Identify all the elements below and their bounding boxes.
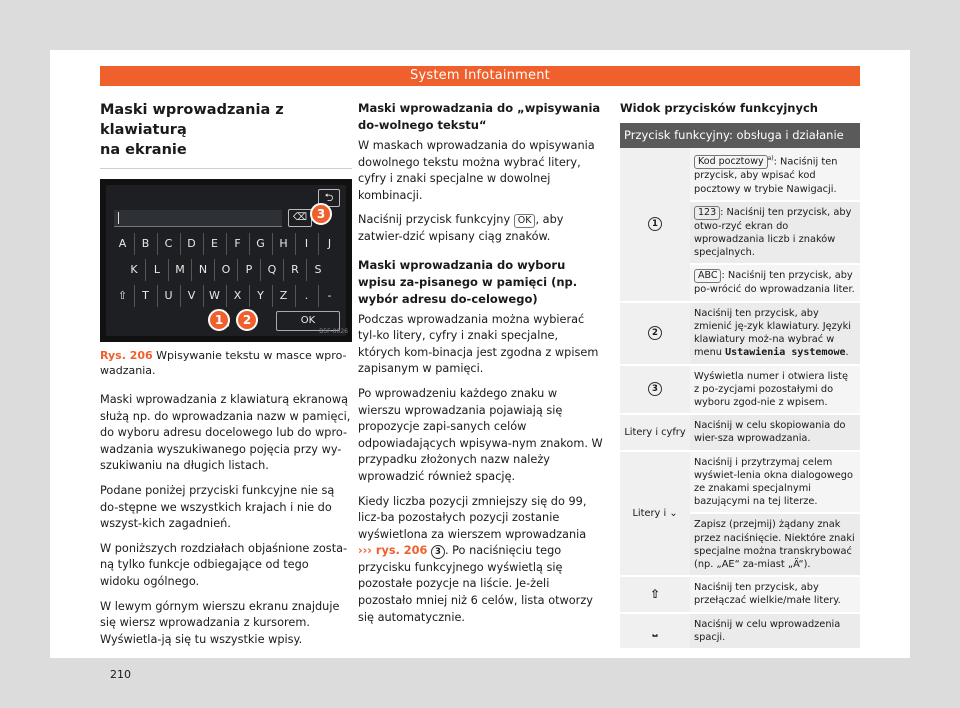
key-row2-4: O xyxy=(215,259,238,281)
key-row2-7: R xyxy=(284,259,307,281)
table-header: Przycisk funkcyjny: obsługa i działanie xyxy=(620,123,860,148)
key-row1-8: I xyxy=(296,233,319,255)
figure-caption xyxy=(100,348,352,378)
key-row1-7: H xyxy=(273,233,296,255)
menu-name: Ustawienia systemowe xyxy=(725,347,846,359)
paragraph: Kiedy liczba pozycji zmniejszy się do 99, licz-ba pozostałych pozycji zostanie wyświetlona za wierszem wprowadzania ››› rys. 206 3 . Po naciśnięciu tego przycisku funkcyjnego wyświetlą się pozostałe pozycje na liście. Je-żeli pozostało mniej niż 6 celów, lista otworzy się automatycznie. xyxy=(358,494,593,624)
table-row: Litery i ⌄ Naciśnij i przytrzymaj celem wyświet-lenia okna dialogowego ze znakami specjalnymi bazującymi na tej literze. xyxy=(620,451,860,514)
key-row3-0: ⇧ xyxy=(112,285,135,307)
key-row3-2: U xyxy=(158,285,181,307)
keyboard-row-2 xyxy=(106,259,346,281)
figure-code: B5F-0026 xyxy=(319,328,348,336)
paragraph: W maskach wprowadzania do wpisywania dowolnego tekstu można wybrać litery, cyfry i znaki specjalne w dowolnej kombinacji. xyxy=(358,139,595,202)
callout-reference-3: 3 xyxy=(431,545,445,559)
column-right xyxy=(620,100,860,650)
ok-key: OK xyxy=(276,311,340,331)
ok-button-reference: OK xyxy=(514,214,536,228)
key-row1-3: D xyxy=(181,233,204,255)
caption-text: Wpisywanie tekstu w masce wpro-wadzania. xyxy=(100,349,347,377)
key-row1-4: E xyxy=(204,233,227,255)
space-icon: ⎵ xyxy=(620,613,690,649)
key-row1-0: A xyxy=(112,233,135,255)
figure-reference-link[interactable]: ››› rys. 206 xyxy=(358,544,428,558)
chevron-down-icon: ⌄ xyxy=(669,507,678,519)
key-row3-5: X xyxy=(227,285,250,307)
keyboard-row-3 xyxy=(106,285,346,307)
table-row: ⇧ Naciśnij ten przycisk, aby przełączać wielkie/małe litery. xyxy=(620,576,860,612)
back-icon: ⮌ xyxy=(318,189,340,207)
key-row1-5: F xyxy=(227,233,250,255)
table-row: ABC : Naciśnij ten przycisk, aby po-wrócić do wprowadzania liter. xyxy=(620,264,860,301)
paragraph: Naciśnij przycisk funkcyjny OK , aby zatwier-dzić wpisany ciąg znaków. xyxy=(358,213,564,243)
paragraph: W poniższych rozdziałach objaśnione zosta-ną tylko funkcje odbiegające od tego widoku ogólnego. xyxy=(100,541,348,588)
key-row3-6: Y xyxy=(250,285,273,307)
key-row1-1: B xyxy=(135,233,158,255)
section-title-line2: na ekranie xyxy=(100,142,187,158)
numbers-button-reference: 123 xyxy=(694,206,720,220)
table-row: 2 Naciśnij ten przycisk, aby zmienić ję-zyk klawiatury. Języki klawiatury moż-na wybrać w menu Ustawienia systemowe. xyxy=(620,302,860,365)
subheading: Maski wprowadzania do „wpisywania do-wolnego tekstu“ xyxy=(358,101,601,132)
table-row: 1 Kod pocztowy $^{a)}$: Naciśnij ten przycisk, aby wpisać kod pocztowy w trybie Nawigacji. xyxy=(620,148,860,201)
key-row3-1: T xyxy=(135,285,158,307)
table-row: 123 : Naciśnij ten przycisk, aby otwo-rzyć ekran do wprowadzania liczb i znaków specjalnych. xyxy=(620,201,860,265)
table-row: ⎵ Naciśnij w celu wprowadzenia spacji. xyxy=(620,613,860,649)
postcode-button-reference: Kod pocztowy xyxy=(694,155,768,169)
key-row1-6: G xyxy=(250,233,273,255)
callout-1: 1 xyxy=(208,309,230,331)
callout-reference-2: 2 xyxy=(648,326,662,340)
key-row1-2: C xyxy=(158,233,181,255)
key-row2-3: N xyxy=(192,259,215,281)
key-row2-8: S xyxy=(314,263,322,276)
key-row2-0: K xyxy=(123,259,146,281)
key-row2-6: Q xyxy=(261,259,284,281)
key-row2-1: L xyxy=(146,259,169,281)
key-row2-2: M xyxy=(169,259,192,281)
subheading: Maski wprowadzania do wyboru wpisu za-pisanego w pamięci (np. wybór adresu do-celowego) xyxy=(358,257,578,306)
letters-button-reference: ABC xyxy=(694,269,721,283)
figure-number: Rys. 206 xyxy=(100,349,153,362)
callout-2: 2 xyxy=(236,309,258,331)
table-row: 3 Wyświetla numer i otwiera listę z po-zycjami pozostałymi do wyboru zgod-nie z wpisem. xyxy=(620,365,860,415)
paragraph: Po wprowadzeniu każdego znaku w wierszu wprowadzania pojawiają się propozycje zapi-sanych celów odpowiadających wpisywa-nym znakom. W przypadku złożonych nazw należy wprowadzić również spację. xyxy=(358,386,603,483)
shift-icon: ⇧ xyxy=(620,576,690,612)
key-row3-8: . xyxy=(296,285,319,307)
subheading: Widok przycisków funkcyjnych xyxy=(620,101,818,115)
cursor xyxy=(118,212,119,224)
keyboard-figure xyxy=(100,179,352,342)
key-row3-4: W xyxy=(204,285,227,307)
callout-reference-1: 1 xyxy=(648,217,662,231)
delete-icon: ⌫ xyxy=(288,209,312,227)
key-row2-5: P xyxy=(238,259,261,281)
callout-3: 3 xyxy=(310,203,332,225)
section-title-line1: Maski wprowadzania z klawiaturą xyxy=(100,102,284,138)
page-number: 210 xyxy=(110,668,131,681)
keyboard-row-1 xyxy=(106,233,346,255)
page xyxy=(50,50,910,681)
function-buttons-table xyxy=(620,123,860,650)
column-middle xyxy=(358,100,603,634)
header-bar: System Infotainment xyxy=(100,66,860,86)
key-row3-9: - xyxy=(327,289,332,302)
paragraph: Podane poniżej przyciski funkcyjne nie są do-stępne we wszystkich krajach i nie do wszyst-kich zagadnień. xyxy=(100,483,335,531)
key-row3-7: Z xyxy=(273,285,296,307)
key-row1-9: J xyxy=(327,237,332,250)
column-left xyxy=(100,100,352,656)
key-row3-3: V xyxy=(181,285,204,307)
paragraph: Maski wprowadzania z klawiaturą ekranową służą np. do wprowadzania nazw w pamięci, do wyboru adresu docelowego lub do wpro-wadzania wyszukiwanego pojęcia przy wy-szukiwaniu na długich listach. xyxy=(100,393,351,473)
paragraph: Podczas wprowadzania można wybierać tyl-ko litery, cyfry i znaki specjalne, których kom-binacja jest zgodna z wpisem zapisanym w pamięci. xyxy=(358,312,599,376)
table-row: Litery i cyfry Naciśnij w celu skopiowania do wier-sza wprowadzania. xyxy=(620,414,860,450)
table-row: Zapisz (przejmij) żądany znak przez naciśnięcie. Niektóre znaki specjalne można transkrybować (np. „AE“ za-miast „Ä“). xyxy=(620,513,860,576)
paragraph: W lewym górnym wierszu ekranu znajduje się wiersz wprowadzania z kursorem. Wyświetla-ją się tu wszystkie wpisy. xyxy=(100,599,340,646)
callout-reference-3: 3 xyxy=(648,382,662,396)
section-title xyxy=(100,100,352,169)
input-line xyxy=(114,210,282,227)
